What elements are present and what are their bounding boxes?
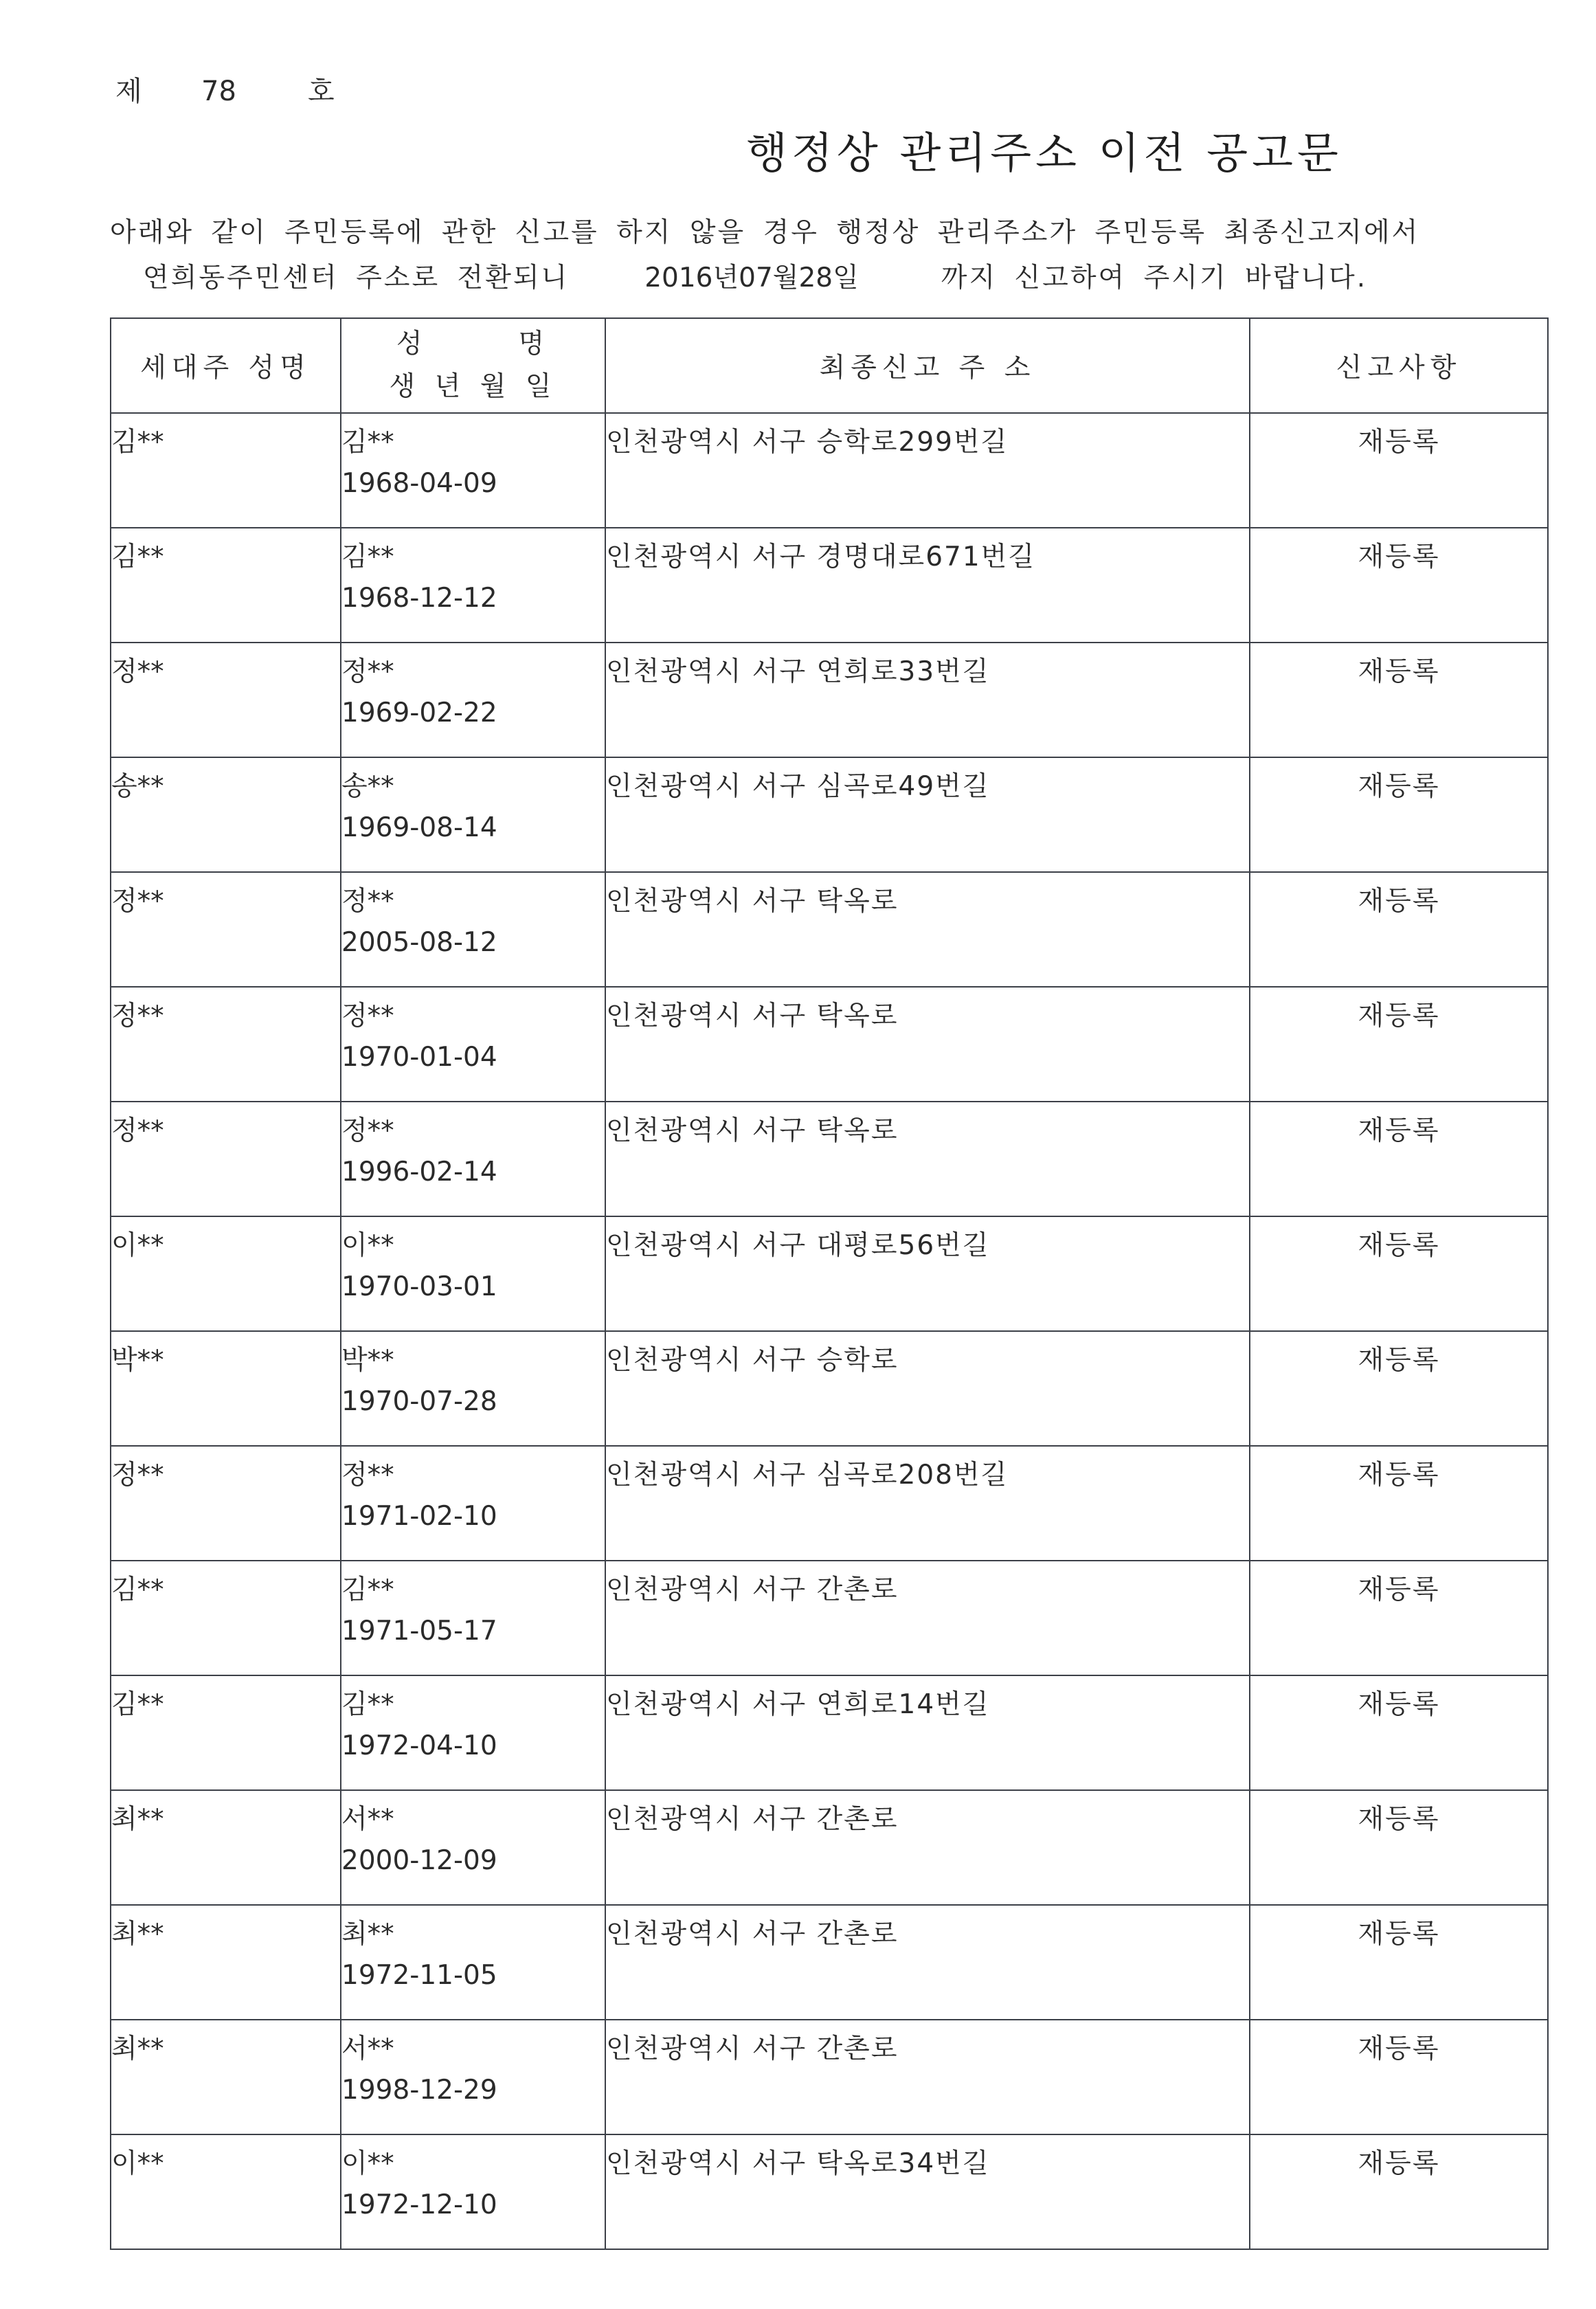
householder-cell: 정** xyxy=(111,1102,341,1216)
person-name: 최** xyxy=(341,1919,394,1950)
householder-cell: 최** xyxy=(111,1905,341,2020)
address-cell: 인천광역시 서구 연희로14번길 xyxy=(605,1675,1250,1790)
report-cell: 재등록 xyxy=(1250,1790,1548,1905)
householder-cell: 김** xyxy=(111,1561,341,1675)
table-row xyxy=(111,1446,1548,1561)
householder-cell: 정** xyxy=(111,643,341,757)
name-birth-cell xyxy=(341,1102,605,1216)
issue-prefix: 제 xyxy=(115,76,142,107)
person-name: 박** xyxy=(341,1345,394,1376)
birth-date: 1968-12-12 xyxy=(341,583,497,614)
birth-date: 2005-08-12 xyxy=(341,927,497,958)
birth-date: 2000-12-09 xyxy=(341,1845,497,1876)
birth-date: 1969-02-22 xyxy=(341,698,497,728)
table-row xyxy=(111,1331,1548,1446)
table-row xyxy=(111,987,1548,1102)
person-name: 정** xyxy=(341,656,394,687)
person-name: 서** xyxy=(341,2033,394,2064)
birth-date: 1970-03-01 xyxy=(341,1271,497,1302)
person-name: 송** xyxy=(341,771,394,802)
issue-number-value: 78 xyxy=(201,76,236,107)
report-cell: 재등록 xyxy=(1250,528,1548,643)
person-name: 정** xyxy=(341,1001,394,1031)
report-cell: 재등록 xyxy=(1250,1905,1548,2020)
birth-date: 1969-08-14 xyxy=(341,812,497,843)
name-birth-cell xyxy=(341,1446,605,1561)
householder-cell: 김** xyxy=(111,413,341,528)
intro-line-2-start: 연희동주민센터 주소로 전환되니 xyxy=(143,263,570,293)
birth-date: 1971-05-17 xyxy=(341,1616,497,1647)
birth-date: 1970-07-28 xyxy=(341,1386,497,1417)
report-cell: 재등록 xyxy=(1250,643,1548,757)
document-title: 행정상 관리주소 이전 공고문 xyxy=(746,128,1342,178)
address-cell: 인천광역시 서구 간촌로 xyxy=(605,1790,1250,1905)
birth-date: 1971-02-10 xyxy=(341,1501,497,1532)
address-cell: 인천광역시 서구 연희로33번길 xyxy=(605,643,1250,757)
address-cell: 인천광역시 서구 심곡로49번길 xyxy=(605,757,1250,872)
birth-date: 1972-04-10 xyxy=(341,1730,497,1761)
householder-cell: 이** xyxy=(111,2134,341,2249)
birth-date: 1996-02-14 xyxy=(341,1157,497,1187)
name-birth-cell xyxy=(341,2020,605,2134)
person-name: 정** xyxy=(341,1115,394,1146)
table-row xyxy=(111,2020,1548,2134)
householder-cell: 송** xyxy=(111,757,341,872)
name-birth-cell xyxy=(341,528,605,643)
address-cell: 인천광역시 서구 탁옥로 xyxy=(605,987,1250,1102)
table-row xyxy=(111,2134,1548,2249)
householder-cell: 최** xyxy=(111,1790,341,1905)
table-header-row xyxy=(111,318,1548,413)
table-row xyxy=(111,757,1548,872)
person-name: 김** xyxy=(341,1574,394,1605)
name-birth-cell xyxy=(341,872,605,987)
table-row xyxy=(111,1216,1548,1331)
intro-paragraph xyxy=(110,210,1419,301)
name-birth-cell xyxy=(341,987,605,1102)
table-row xyxy=(111,528,1548,643)
address-cell: 인천광역시 서구 심곡로208번길 xyxy=(605,1446,1250,1561)
header-householder: 세대주 성명 xyxy=(111,318,341,413)
header-address: 최종신고 주 소 xyxy=(605,318,1250,413)
address-cell: 인천광역시 서구 간촌로 xyxy=(605,2020,1250,2134)
name-birth-cell xyxy=(341,757,605,872)
header-report: 신고사항 xyxy=(1250,318,1548,413)
report-cell: 재등록 xyxy=(1250,1216,1548,1331)
birth-date: 1972-11-05 xyxy=(341,1960,497,1991)
householder-cell: 이** xyxy=(111,1216,341,1331)
address-cell: 인천광역시 서구 탁옥로 xyxy=(605,1102,1250,1216)
table-row xyxy=(111,1790,1548,1905)
person-name: 정** xyxy=(341,1460,394,1491)
person-name: 김** xyxy=(341,1689,394,1720)
table-body xyxy=(111,413,1548,2249)
address-cell: 인천광역시 서구 경명대로671번길 xyxy=(605,528,1250,643)
deadline-date: 2016년07월28일 xyxy=(644,263,859,293)
name-birth-cell xyxy=(341,1675,605,1790)
birth-date: 1970-01-04 xyxy=(341,1042,497,1073)
table-row xyxy=(111,872,1548,987)
table-row xyxy=(111,413,1548,528)
person-name: 이** xyxy=(341,2148,394,2179)
report-cell: 재등록 xyxy=(1250,1331,1548,1446)
report-cell: 재등록 xyxy=(1250,2020,1548,2134)
header-birth: 생 년 월 일 xyxy=(389,371,557,402)
address-cell: 인천광역시 서구 간촌로 xyxy=(605,1561,1250,1675)
person-name: 김** xyxy=(341,427,394,458)
report-cell: 재등록 xyxy=(1250,757,1548,872)
person-name: 이** xyxy=(341,1230,394,1261)
householder-cell: 정** xyxy=(111,1446,341,1561)
address-cell: 인천광역시 서구 간촌로 xyxy=(605,1905,1250,2020)
intro-line-2-end: 까지 신고하여 주시기 바랍니다. xyxy=(941,263,1368,293)
householder-cell: 박** xyxy=(111,1331,341,1446)
birth-date: 1968-04-09 xyxy=(341,468,497,499)
birth-date: 1972-12-10 xyxy=(341,2189,497,2220)
report-cell: 재등록 xyxy=(1250,872,1548,987)
person-name: 서** xyxy=(341,1804,394,1835)
address-cell: 인천광역시 서구 승학로 xyxy=(605,1331,1250,1446)
name-birth-cell xyxy=(341,1905,605,2020)
householder-cell: 최** xyxy=(111,2020,341,2134)
address-cell: 인천광역시 서구 승학로299번길 xyxy=(605,413,1250,528)
name-birth-cell xyxy=(341,643,605,757)
table-row xyxy=(111,1561,1548,1675)
report-cell: 재등록 xyxy=(1250,413,1548,528)
intro-line-1: 아래와 같이 주민등록에 관한 신고를 하지 않을 경우 행정상 관리주소가 주민등록 최종신고지에서 xyxy=(110,217,1420,248)
table-row xyxy=(111,1102,1548,1216)
person-name: 정** xyxy=(341,886,394,917)
birth-date: 1998-12-29 xyxy=(341,2075,497,2106)
name-birth-cell xyxy=(341,413,605,528)
table-row xyxy=(111,1905,1548,2020)
report-cell: 재등록 xyxy=(1250,2134,1548,2249)
issue-number xyxy=(115,74,335,109)
address-cell: 인천광역시 서구 탁옥로34번길 xyxy=(605,2134,1250,2249)
name-birth-cell xyxy=(341,1331,605,1446)
name-birth-cell xyxy=(341,1216,605,1331)
householder-cell: 정** xyxy=(111,987,341,1102)
issue-suffix: 호 xyxy=(308,76,335,107)
householder-cell: 정** xyxy=(111,872,341,987)
table-row xyxy=(111,1675,1548,1790)
name-birth-cell xyxy=(341,1561,605,1675)
report-cell: 재등록 xyxy=(1250,1561,1548,1675)
person-name: 김** xyxy=(341,542,394,572)
address-cell: 인천광역시 서구 대평로56번길 xyxy=(605,1216,1250,1331)
report-cell: 재등록 xyxy=(1250,1446,1548,1561)
householder-cell: 김** xyxy=(111,1675,341,1790)
name-birth-cell xyxy=(341,1790,605,1905)
householder-cell: 김** xyxy=(111,528,341,643)
address-cell: 인천광역시 서구 탁옥로 xyxy=(605,872,1250,987)
table-row xyxy=(111,643,1548,757)
header-name-birth xyxy=(341,318,605,413)
report-cell: 재등록 xyxy=(1250,1102,1548,1216)
header-name: 성명 xyxy=(396,328,550,359)
report-cell: 재등록 xyxy=(1250,987,1548,1102)
intro-line-2 xyxy=(110,256,1419,301)
notice-table xyxy=(110,317,1549,2250)
report-cell: 재등록 xyxy=(1250,1675,1548,1790)
name-birth-cell xyxy=(341,2134,605,2249)
